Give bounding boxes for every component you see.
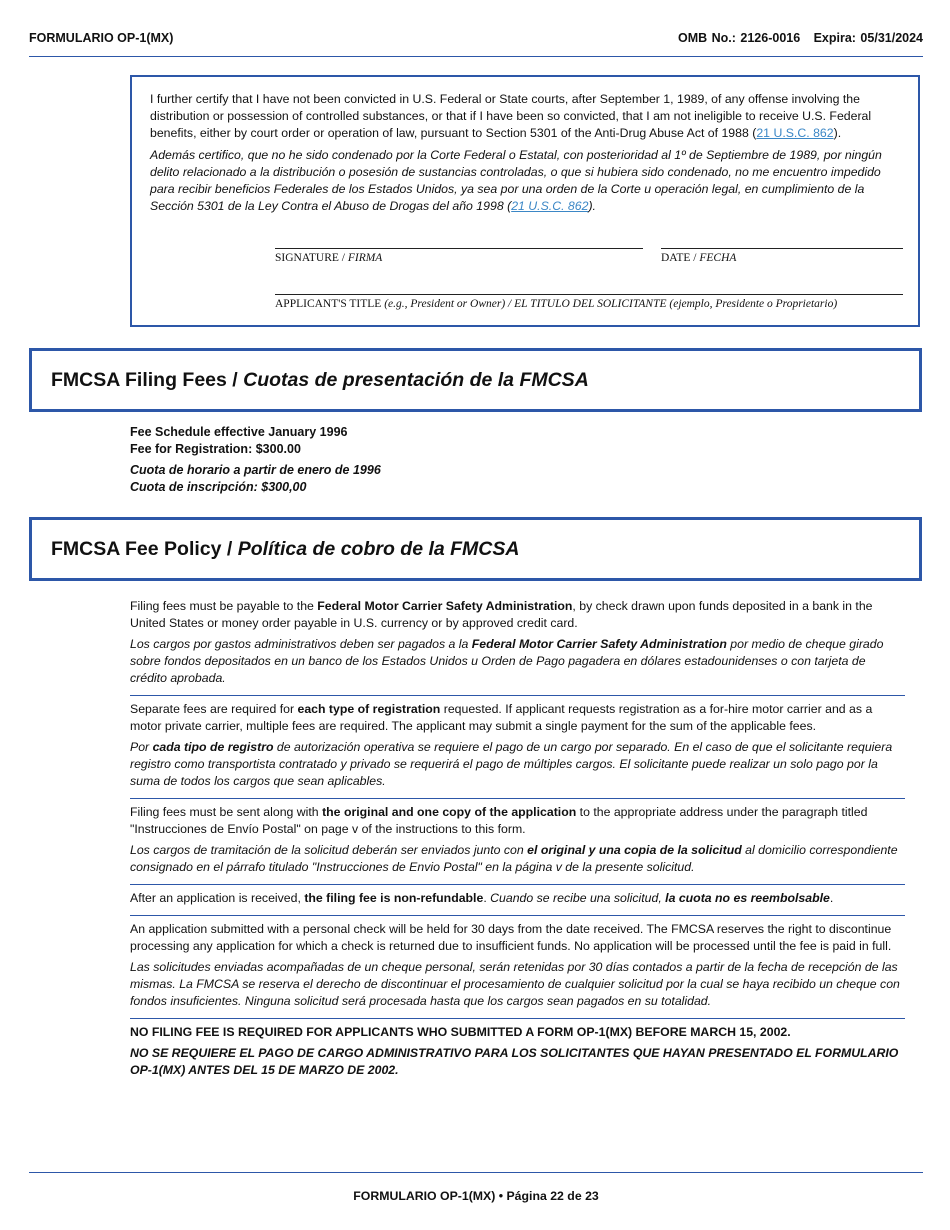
fee-schedule	[130, 424, 381, 500]
fee-registration-en: Fee for Registration: $300.00	[130, 442, 301, 456]
page-header	[29, 30, 923, 57]
certification-en: I further certify that I have not been convicted in U.S. Federal or State courts, after September 1, 1989, of any offense involving the distribution or possession of controlled substances, or that if I have been so convicted, that I am not ineligible to receive U.S. Federal benefits, either by court order or operation of law, pursuant to Section 5301 of the Anti-Drug Abuse Act of 1988 (21 U.S.C. 862).	[150, 92, 872, 140]
policy-section-header	[29, 517, 922, 581]
date-field[interactable]: DATE / FECHA	[661, 248, 903, 264]
usc-link-en[interactable]: 21 U.S.C. 862	[756, 126, 834, 140]
applicant-title-field[interactable]: APPLICANT'S TITLE (e.g., President or Owner) / EL TITULO DEL SOLICITANTE (ejemplo, Presidente o Proprietario)	[275, 294, 903, 310]
certification-box	[130, 75, 920, 327]
fee-policy-body	[130, 598, 905, 1092]
policy-section-title: FMCSA Fee Policy / Política de cobro de la FMCSA	[51, 538, 520, 560]
policy-separate-fees: Separate fees are required for each type of registration requested. If applicant requests registration as a for-hire motor carrier and as a motor private carrier, multiple fees are required. The applicant may submit a single payment for the sum of the applicable fees. Por cada tipo de registro de autorización operativa se requiere el pago de un cargo por separado. En el caso de que el solicitante requiera registro como transportista contratado y privado se requerirá el pago de múltiples cargos. El solicitante puede realizar un solo pago por la suma de todos los cargos que sean aplicables.	[130, 701, 905, 799]
footer-text: FORMULARIO OP-1(MX) • Página 22 de 23	[353, 1189, 599, 1203]
policy-non-refundable: After an application is received, the filing fee is non-refundable. Cuando se recibe una solicitud, la cuota no es reembolsable.	[130, 890, 905, 916]
fees-section-title: FMCSA Filing Fees / Cuotas de presentación de la FMCSA	[51, 369, 589, 391]
form-name: FORMULARIO OP-1(MX)	[29, 31, 174, 45]
fee-registration-es: Cuota de inscripción: $300,00	[130, 480, 307, 494]
fees-section-header	[29, 348, 922, 412]
fee-schedule-es: Cuota de horario a partir de enero de 1996	[130, 463, 381, 477]
page-footer	[29, 1172, 923, 1203]
omb-info: OMB No.: 2126-0016 Expira: 05/31/2024	[677, 31, 923, 45]
usc-link-es[interactable]: 21 U.S.C. 862	[511, 199, 589, 213]
fee-schedule-en: Fee Schedule effective January 1996	[130, 425, 348, 439]
signature-field[interactable]: SIGNATURE / FIRMA	[275, 248, 643, 264]
policy-payment: Filing fees must be payable to the Federal Motor Carrier Safety Administration, by check drawn upon funds deposited in a bank in the United States or money order payable in U.S. currency or by approved credit card. Los cargos por gastos administrativos deben ser pagados a la Federal Motor Carrier Safety Administration por medio de cheque girado sobre fondos depositados en un banco de los Estados Unidos u Orden de Pago pagadera en dólares estadounidenses o con tarjeta de crédito aprobada.	[130, 598, 905, 696]
certification-es: Además certifico, que no he sido condenado por la Corte Federal o Estatal, con posterioridad al 1º de Septiembre de 1989, por ningún delito relacionado a la distribución o posesión de sustancias controladas, o que si hubiera sido condenado, no me encuentro impedido para recibir beneficios Federales de los Estados Unidos, ya sea por una orden de la Corte u operación legal, en cumplimiento de la Sección 5301 de la Ley Contra el Abuso de Drogas del año 1998 (21 U.S.C. 862).	[150, 148, 882, 213]
policy-no-fee-notice: NO FILING FEE IS REQUIRED FOR APPLICANTS WHO SUBMITTED A FORM OP-1(MX) BEFORE MARCH 15, 2002. NO SE REQUIERE EL PAGO DE CARGO ADMINISTRATIVO PARA LOS SOLICITANTES QUE HAYAN PRESENTADO EL FORMULARIO OP-1(MX) ANTES DEL 15 DE MARZO DE 2002.	[130, 1025, 899, 1077]
policy-send-original: Filing fees must be sent along with the original and one copy of the application to the appropriate address under the paragraph titled "Instrucciones de Envío Postal" on page v of the instructions to this form. Los cargos de tramitación de la solicitud deberán ser enviados junto con el original y una copia de la solicitud al domicilio correspondiente consignado en el párrafo titulado "Instrucciones de Envio Postal" en la página v de la presente solicitud.	[130, 804, 905, 885]
policy-personal-check: An application submitted with a personal check will be held for 30 days from the date received. The FMCSA reserves the right to discontinue processing any application for which a check is returned due to insufficient funds. No application will be processed until the fee is paid in full. Las solicitudes enviadas acompañadas de un cheque personal, serán retenidas por 30 días contados a partir de la fecha de recepción de las mismas. La FMCSA se reserva el derecho de discontinuar el procesamiento de cualquier solicitud por la cual se haya recibido un cheque con fondos insuficientes. Ninguna solicitud será procesada hasta que los cargos sean pagados en su totalidad.	[130, 921, 905, 1019]
